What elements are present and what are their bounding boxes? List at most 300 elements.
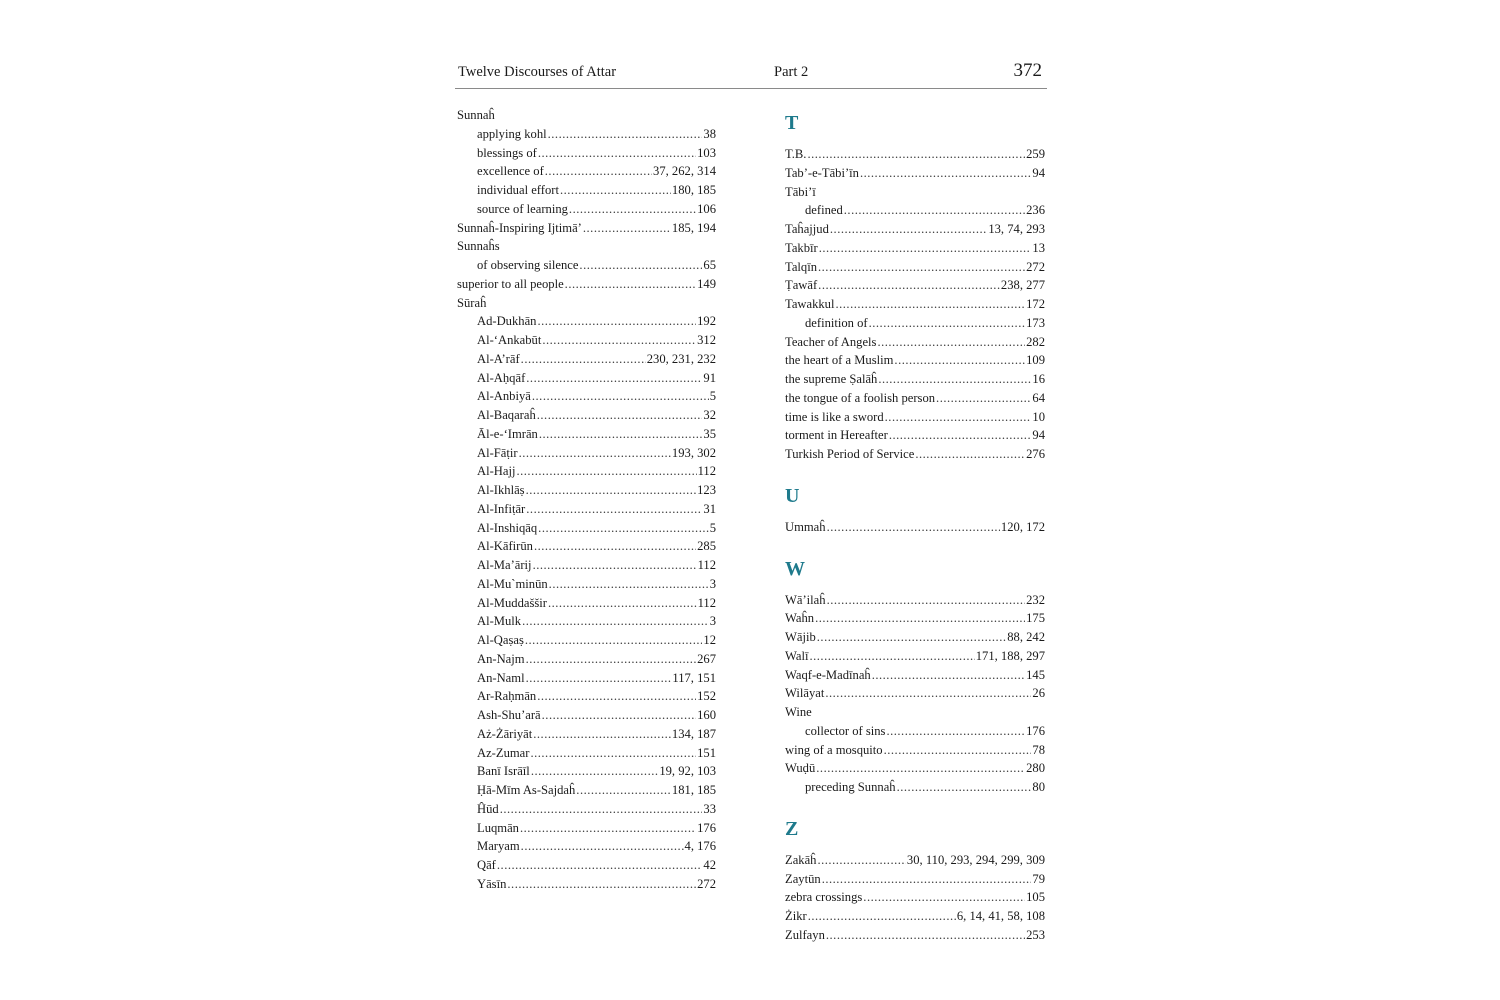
index-entry-maryam [457, 837, 716, 856]
section-letter-w: W [785, 557, 805, 580]
index-term: of observing silence [477, 258, 579, 272]
page-references: 259 [1026, 147, 1045, 161]
index-term: superior to all people [457, 276, 564, 291]
page-references: 13 [1032, 240, 1045, 255]
page-references: 3 [709, 576, 716, 591]
index-entry-ad-dukhan [457, 312, 716, 331]
index-entry-takbir [785, 239, 1045, 258]
index-entry-al-hajj [457, 462, 716, 481]
page-references: 123 [697, 483, 716, 497]
index-entry-al-fatir [457, 444, 716, 463]
page-references: 145 [1026, 667, 1045, 682]
page-references: 236 [1026, 203, 1045, 218]
page-references: 78 [1032, 742, 1045, 757]
dot-leader [869, 314, 1026, 333]
page-references: 176 [1026, 723, 1045, 738]
index-term: Talqīn [785, 259, 817, 274]
index-entry-al-e-imran [457, 425, 716, 444]
index-entry-zakah [785, 851, 1045, 870]
dot-leader [507, 875, 696, 894]
page-references: 19, 92, 103 [659, 764, 716, 779]
dot-leader [565, 275, 696, 294]
index-term: Sunnaĥ-Inspiring Ijtimā’ [457, 220, 582, 235]
index-entry-al-ankabut [457, 331, 716, 350]
dot-leader [497, 856, 703, 875]
dot-leader [548, 125, 703, 144]
page-references: 152 [697, 689, 716, 704]
page-references: 79 [1032, 871, 1045, 886]
page-references: 32 [703, 408, 716, 422]
dot-leader [526, 669, 672, 688]
index-entry-hud [457, 800, 716, 819]
page-references: 180, 185 [671, 183, 716, 197]
dot-leader [520, 819, 696, 838]
index-term: preceding Sunnaĥ [805, 780, 896, 794]
page-references: 173 [1026, 315, 1045, 330]
section-letter-t: T [785, 112, 799, 134]
index-entry-tab-e-tabi-in [785, 164, 1045, 183]
index-term: individual effort [477, 183, 559, 197]
dot-leader [526, 650, 697, 669]
section-gap [785, 464, 1045, 480]
dot-leader [877, 333, 1025, 352]
index-term: An-Naml [477, 670, 525, 685]
index-term: Waĥn [785, 611, 815, 626]
index-entry-al-baqarah [457, 406, 716, 425]
index-entry-the-heart-of-a-muslim [785, 351, 1045, 370]
index-term: An-Najm [477, 651, 525, 666]
page-references: 112 [697, 595, 716, 610]
dot-leader [819, 239, 1032, 258]
index-term: Tābi’ī [785, 184, 816, 199]
index-term: definition of [805, 315, 868, 330]
index-entry-wa-ilah [785, 591, 1045, 610]
dot-leader [878, 370, 1031, 389]
page-references: 12 [703, 633, 716, 647]
page-references: 94 [1032, 428, 1045, 443]
index-term: Maryam [477, 839, 520, 854]
dot-leader [533, 725, 671, 744]
page-references: 285 [697, 539, 716, 554]
index-entry-tahajjud [785, 220, 1045, 239]
index-term: Ar-Raḥmān [477, 689, 537, 704]
index-entry-the-supreme-salah [785, 370, 1045, 389]
section-letter-u: U [785, 484, 800, 507]
dot-leader [817, 851, 905, 870]
page-references: 4, 176 [684, 839, 716, 854]
index-entry-zulfayn [785, 926, 1045, 945]
dot-leader [545, 162, 652, 181]
page-references: 105 [1026, 890, 1045, 905]
index-entry-time-is-like-a-sword [785, 408, 1045, 427]
dot-leader [830, 220, 987, 239]
dot-leader [526, 369, 702, 388]
page-references: 238, 277 [1000, 278, 1045, 293]
index-term: Wine [785, 705, 812, 719]
page-references: 185, 194 [671, 220, 716, 235]
index-column-right [785, 107, 1045, 945]
dot-leader [894, 351, 1025, 370]
dot-leader [500, 800, 703, 819]
index-term: Teacher of Angels [785, 334, 877, 349]
index-entry-individual-effort [457, 181, 716, 200]
dot-leader [576, 781, 671, 800]
dot-leader [844, 201, 1025, 220]
index-term: Qāf [477, 858, 496, 872]
index-entry-wali [785, 647, 1045, 666]
index-entry-teacher-of-angels [785, 333, 1045, 352]
index-term: the tongue of a foolish person [785, 390, 936, 405]
page-references: 5 [709, 520, 716, 535]
dot-leader [538, 144, 696, 163]
page-references: 172 [1026, 297, 1045, 311]
index-column-left [457, 106, 716, 894]
index-term: Tab’-e-Tābi’īn [785, 165, 859, 180]
page-references: 16 [1032, 372, 1045, 386]
index-term: Turkish Period of Service [785, 447, 915, 461]
section-letter-z: Z [785, 817, 799, 840]
dot-leader [886, 722, 1025, 741]
index-term: wing of a mosquito [785, 742, 883, 757]
index-entry-wing-of-a-mosquito [785, 741, 1045, 760]
index-entry-al-qasas [457, 631, 716, 650]
page-references: 37, 262, 314 [653, 164, 716, 179]
index-entry-bani-israil [457, 762, 716, 781]
index-entry-defined [785, 201, 1045, 220]
index-entry-an-naml [457, 669, 716, 688]
index-entry-of-observing-silence [457, 256, 716, 275]
index-term: Āl-e-‘Imrān [477, 426, 538, 441]
page-references: 103 [697, 145, 716, 160]
index-term: Waqf-e-Madīnaĥ [785, 667, 871, 682]
page-references: 10 [1032, 409, 1045, 424]
page-references: 280 [1026, 761, 1045, 776]
page-references: 88, 242 [1007, 630, 1045, 644]
dot-leader [816, 759, 1025, 778]
page-references: 171, 188, 297 [975, 648, 1045, 663]
page-references: 176 [697, 820, 716, 835]
index-page [455, 56, 1047, 956]
page-references: 6, 14, 41, 58, 108 [956, 909, 1045, 923]
page-references: 120, 172 [1000, 519, 1045, 534]
index-entry-surah [457, 294, 716, 313]
dot-leader [521, 350, 646, 369]
page-references: 175 [1026, 611, 1045, 626]
index-term: the supreme Ṣalāĥ [785, 372, 878, 386]
section-gap [785, 537, 1045, 553]
page-references: 5 [709, 389, 716, 404]
page-references: 26 [1032, 686, 1045, 701]
index-entry-al-ma-arij [457, 556, 716, 575]
page-references: 282 [1026, 334, 1045, 349]
page-references: 35 [703, 426, 716, 441]
dot-leader [827, 591, 1026, 610]
index-entry-superior-to-all-people [457, 275, 716, 294]
page-references: 3 [709, 614, 716, 629]
dot-leader [537, 687, 696, 706]
page-references: 13, 74, 293 [988, 222, 1045, 236]
index-term: Al-Hajj [477, 464, 516, 479]
index-entry-wahn [785, 609, 1045, 628]
index-term: Yāsīn [477, 876, 507, 891]
index-term: Taĥajjud [785, 222, 829, 236]
dot-leader [579, 256, 702, 275]
index-term: Ash-Shu’arā [477, 708, 541, 722]
index-term: Al-Muddaššir [477, 595, 547, 610]
dot-leader [548, 594, 697, 613]
index-term: Walī [785, 648, 809, 663]
dot-leader [539, 425, 703, 444]
dot-leader [897, 778, 1032, 797]
page-number: 372 [1013, 60, 1042, 81]
index-entry-al-mu-minun [457, 575, 716, 594]
index-entry-ummah [785, 518, 1045, 537]
page-references: 31 [703, 501, 716, 516]
page-references: 151 [697, 745, 716, 760]
index-term: Wilāyat [785, 686, 825, 701]
page-references: 181, 185 [671, 783, 716, 797]
index-entry-preceding-sunnah [785, 778, 1045, 797]
index-entry-al-anbiya [457, 387, 716, 406]
dot-leader [872, 666, 1025, 685]
dot-leader [860, 164, 1031, 183]
index-term: Banī Isrāīl [477, 764, 530, 779]
dot-leader [809, 647, 974, 666]
index-term: Al-Infiṭār [477, 501, 526, 516]
page-references: 94 [1032, 165, 1045, 180]
index-term: Al-Baqaraĥ [477, 408, 536, 422]
index-entry-sunnah-inspiring-ijtima [457, 219, 716, 238]
index-term: Tawakkul [785, 297, 835, 311]
index-term: blessings of [477, 145, 537, 160]
page-references: 30, 110, 293, 294, 299, 309 [906, 852, 1045, 867]
page-references: 272 [697, 876, 716, 891]
index-entry-az-zariyat [457, 725, 716, 744]
dot-leader [822, 870, 1032, 889]
dot-leader [825, 684, 1031, 703]
index-term: Al-Inshiqāq [477, 520, 538, 535]
dot-leader [818, 258, 1025, 277]
dot-leader [817, 628, 1006, 647]
index-term: Luqmān [477, 820, 519, 835]
index-entry-zikr [785, 907, 1045, 926]
index-entry-wudu [785, 759, 1045, 778]
dot-leader [826, 926, 1025, 945]
page-references: 65 [703, 258, 716, 272]
page-references: 33 [703, 801, 716, 816]
dot-leader [827, 518, 1000, 537]
dot-leader [519, 444, 671, 463]
index-entry-al-muddassir [457, 594, 716, 613]
dot-leader [530, 744, 696, 763]
page-references: 267 [697, 651, 716, 666]
index-entry-torment-in-hereafter [785, 426, 1045, 445]
dot-leader [835, 295, 1025, 314]
index-entry-t-b [785, 145, 1045, 164]
index-entry-applying-kohl [457, 125, 716, 144]
index-term: Zulfayn [785, 927, 825, 942]
page-references: 134, 187 [671, 726, 716, 741]
index-term: Al-Ikhlāṣ [477, 483, 525, 497]
dot-leader [531, 762, 659, 781]
index-term: defined [805, 203, 843, 218]
page-references: 64 [1032, 390, 1045, 405]
page-references: 149 [697, 276, 716, 291]
page-header [455, 56, 1047, 89]
dot-leader [534, 537, 696, 556]
page-references: 38 [703, 126, 716, 141]
dot-leader [807, 145, 1025, 164]
index-entry-wajib [785, 628, 1045, 647]
page-references: 312 [697, 333, 716, 347]
index-entry-an-najm [457, 650, 716, 669]
dot-leader [537, 406, 703, 425]
page-references: 160 [697, 708, 716, 722]
page-references: 80 [1032, 780, 1045, 794]
dot-leader [915, 445, 1025, 464]
dot-leader [521, 837, 684, 856]
index-term: Ĥūd [477, 801, 499, 816]
index-term: time is like a sword [785, 409, 884, 424]
dot-leader [889, 426, 1032, 445]
dot-leader [533, 556, 697, 575]
index-term: excellence of [477, 164, 544, 179]
index-entry-luqman [457, 819, 716, 838]
index-entry-turkish-period-of-service [785, 445, 1045, 464]
dot-leader [818, 276, 1000, 295]
dot-leader [549, 575, 709, 594]
index-term: Al-Ma’ārij [477, 558, 532, 572]
index-entry-tawakkul [785, 295, 1045, 314]
index-term: applying kohl [477, 126, 547, 141]
index-entry-qaf [457, 856, 716, 875]
index-term: Ṭawāf [785, 278, 818, 293]
index-entry-al-ikhlas [457, 481, 716, 500]
index-entry-the-tongue-of-a-foolish-person [785, 389, 1045, 408]
page-references: 232 [1026, 592, 1045, 607]
page-references: 192 [697, 314, 716, 329]
dot-leader [863, 888, 1025, 907]
index-entry-az-zumar [457, 744, 716, 763]
index-term: Al-Fāṭir [477, 445, 518, 460]
index-entry-zaytun [785, 870, 1045, 889]
index-term: Al-A’rāf [477, 351, 520, 366]
index-term: collector of sins [805, 723, 886, 738]
index-term: Zakāĥ [785, 852, 817, 867]
index-entry-ha-mim-as-sajdah [457, 781, 716, 800]
index-term: Ummaĥ [785, 519, 826, 534]
part-label: Part 2 [774, 64, 809, 80]
index-entry-al-infitar [457, 500, 716, 519]
index-entry-al-kafirun [457, 537, 716, 556]
index-term: zebra crossings [785, 890, 863, 905]
index-term: Aż-Żāriyāt [477, 726, 533, 741]
index-term: torment in Hereafter [785, 428, 888, 443]
page-references: 91 [703, 370, 716, 385]
index-term: Al-Kāfirūn [477, 539, 533, 554]
index-term: Żikr [785, 909, 807, 923]
dot-leader [884, 741, 1032, 760]
index-entry-al-inshiqaq [457, 519, 716, 538]
index-term: Al-Aḥqāf [477, 370, 526, 385]
index-entry-al-a-raf [457, 350, 716, 369]
index-term: Al-Qaṣaṣ [477, 633, 524, 647]
dot-leader [815, 609, 1025, 628]
index-entry-collector-of-sins [785, 722, 1045, 741]
page-references: 230, 231, 232 [646, 351, 716, 366]
index-entry-source-of-learning [457, 200, 716, 219]
index-entry-tabi-i [785, 183, 1045, 202]
dot-leader [808, 907, 956, 926]
index-term: Al-Anbiyā [477, 389, 531, 404]
index-entry-definition-of [785, 314, 1045, 333]
index-entry-wilayat [785, 684, 1045, 703]
page-references: 193, 302 [671, 445, 716, 460]
index-entry-waqf-e-madinah [785, 666, 1045, 685]
index-entry-blessings-of [457, 144, 716, 163]
index-entry-excellence-of [457, 162, 716, 181]
page-references: 117, 151 [672, 670, 716, 685]
index-term: Wā’ilaĥ [785, 592, 826, 607]
index-entry-al-ahqaf [457, 369, 716, 388]
index-term: Al-‘Ankabūt [477, 333, 542, 347]
dot-leader [560, 181, 671, 200]
index-term: the heart of a Muslim [785, 353, 894, 368]
dot-leader [936, 389, 1031, 408]
dot-leader [532, 387, 709, 406]
index-term: Al-Mulk [477, 614, 522, 629]
page-references: 42 [703, 858, 716, 872]
index-term: source of learning [477, 201, 568, 216]
index-entry-talqin [785, 258, 1045, 277]
index-term: Wuḍū [785, 761, 816, 776]
section-gap [785, 797, 1045, 813]
index-entry-sunnah [457, 106, 716, 125]
index-term: Zaytūn [785, 871, 821, 886]
index-term: Az-Zumar [477, 745, 530, 760]
dot-leader [542, 706, 696, 725]
dot-leader [542, 331, 696, 350]
index-entry-wine [785, 703, 1045, 722]
book-title: Twelve Discourses of Attar [458, 64, 617, 80]
page-references: 253 [1026, 927, 1045, 942]
index-term: Ad-Dukhān [477, 314, 537, 329]
dot-leader [525, 631, 703, 650]
dot-leader [537, 312, 696, 331]
page-references: 109 [1026, 353, 1045, 368]
dot-leader [526, 481, 697, 500]
index-entry-al-mulk [457, 612, 716, 631]
index-term: Wājib [785, 630, 816, 644]
index-term: Sūraĥ [457, 295, 487, 310]
dot-leader [885, 408, 1032, 427]
index-entry-yasin [457, 875, 716, 894]
page-references: 112 [697, 558, 716, 572]
dot-leader [526, 500, 702, 519]
index-term: Ḥā-Mīm As-Sajdaĥ [477, 783, 576, 797]
index-term: Al-Mu`minūn [477, 576, 548, 591]
index-entry-zebra-crossings [785, 888, 1045, 907]
index-term: T.B. [785, 147, 807, 161]
index-entry-ash-shu-ara [457, 706, 716, 725]
index-entry-ar-rahman [457, 687, 716, 706]
index-term: Takbīr [785, 240, 818, 255]
dot-leader [569, 200, 696, 219]
dot-leader [538, 519, 709, 538]
index-entry-sunnahs [457, 237, 716, 256]
page-references: 112 [697, 464, 716, 479]
dot-leader [583, 219, 671, 238]
